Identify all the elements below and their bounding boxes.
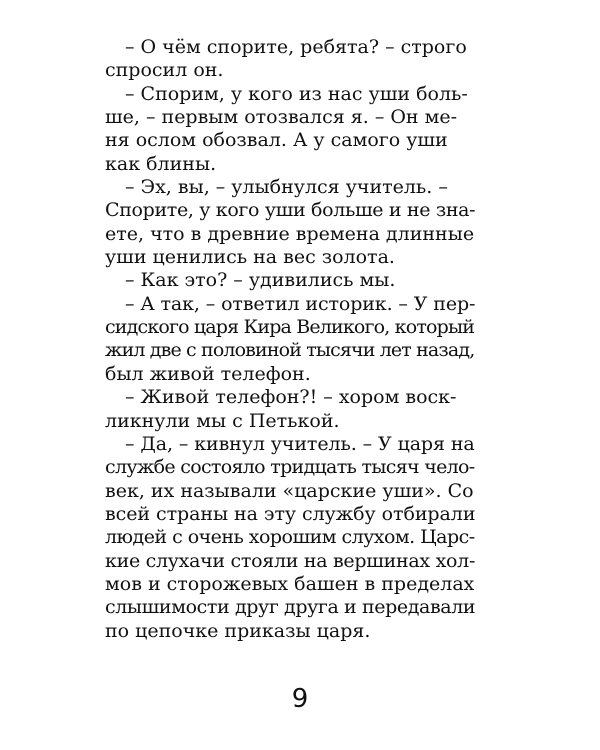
paragraph <box>105 269 475 292</box>
text-line: – Да, – кивнул учитель. – У царя на <box>125 432 475 455</box>
text-line: сидского царя Кира Великого, который <box>105 316 475 339</box>
text-line: службе состояло тридцать тысяч чело- <box>105 456 475 479</box>
text-line: слышимости друг друга и передавали <box>105 596 476 619</box>
text-line: был живой телефон. <box>105 362 311 385</box>
body-text <box>105 36 475 643</box>
text-line: ше, – первым отозвался я. – Он ме- <box>105 106 458 129</box>
text-line: – Как это? – удивились мы. <box>125 269 396 292</box>
paragraph <box>105 176 475 269</box>
text-line: Спорите, у кого уши больше и не зна- <box>105 199 476 222</box>
text-line: уши ценились на вес золота. <box>105 246 395 269</box>
text-line: ете, что в древние времена длинные <box>105 222 475 245</box>
paragraph <box>105 36 475 83</box>
paragraph <box>105 83 475 176</box>
text-line: как блины. <box>105 152 217 175</box>
text-line: ликнули мы с Петькой. <box>105 409 340 432</box>
text-line: кие слухачи стояли на вершинах хол- <box>105 549 476 572</box>
page-number: 9 <box>291 684 309 714</box>
text-line: спросил он. <box>105 59 224 82</box>
text-line: ня ослом обозвал. А у самого уши <box>105 129 448 152</box>
text-line: всей страны на эту службу отбирали <box>105 502 476 525</box>
text-line: мов и сторожевых башен в пределах <box>105 572 475 595</box>
text-line: – Эх, вы, – улыбнулся учитель. – <box>125 176 448 199</box>
text-line: – О чём спорите, ребята? – строго <box>125 36 467 58</box>
text-line: людей с очень хорошим слухом. Царс- <box>105 526 475 549</box>
text-line: по цепочке приказы царя. <box>105 619 371 642</box>
text-line: жил две с половиной тысячи лет назад, <box>105 339 475 362</box>
text-line: век, их называли «царские уши». Со <box>105 479 474 502</box>
paragraph <box>105 433 475 643</box>
text-line: – А так, – ответил историк. – У пер- <box>125 292 476 315</box>
text-line: – Спорим, у кого из нас уши боль- <box>125 82 468 105</box>
text-line: – Живой телефон?! – хором воск- <box>125 386 457 409</box>
paragraph <box>105 293 475 386</box>
paragraph <box>105 386 475 433</box>
